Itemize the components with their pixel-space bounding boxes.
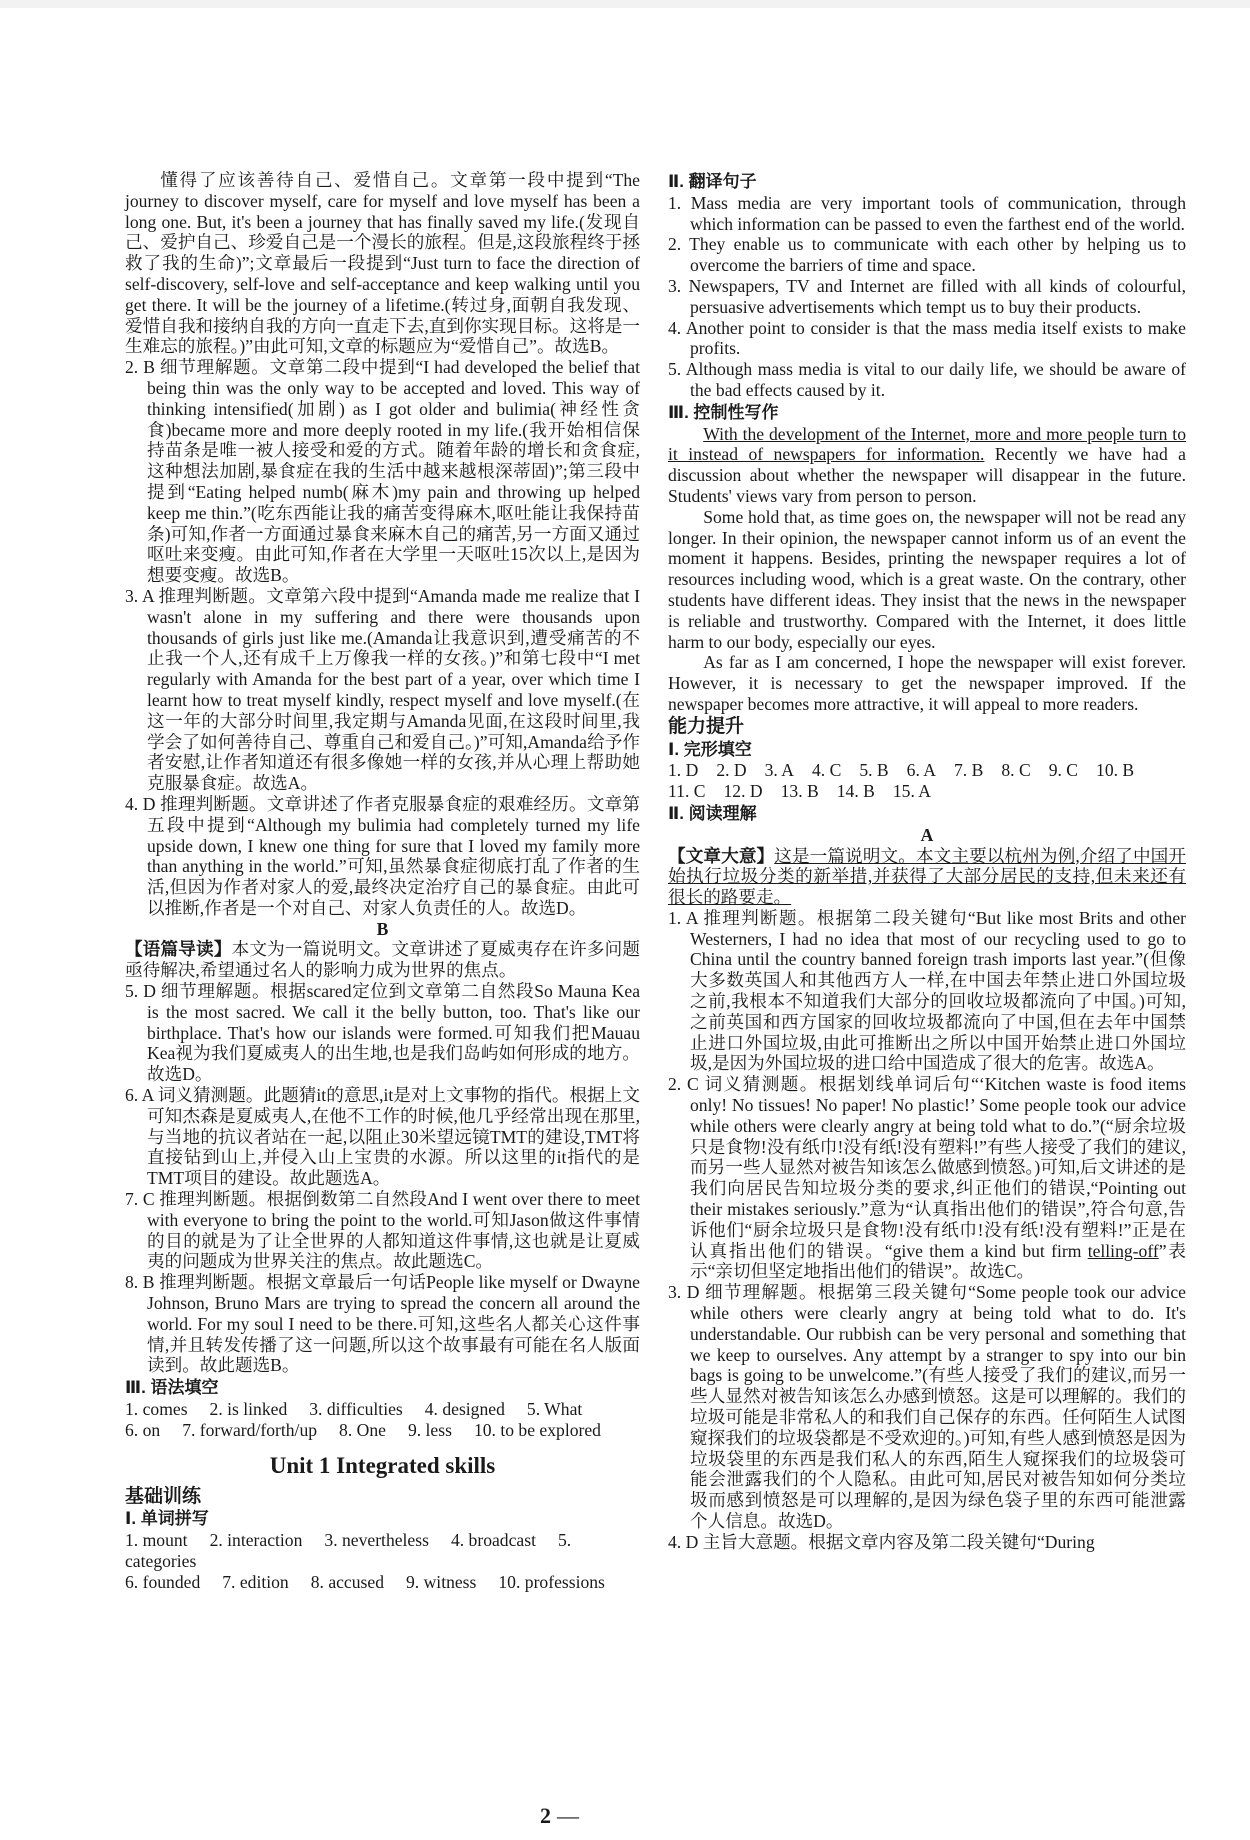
ability-title: 能力提升 — [668, 715, 745, 737]
word-answer: 8. accused — [310, 1571, 384, 1592]
reading-answer-4: 4. D 主旨大意题。根据文章内容及第二段关键句“During — [668, 1531, 1095, 1552]
essay-topic-sentence: With the development of the Internet, more and more people turn to it instead of newspapers for information. — [668, 423, 1186, 465]
cloze-answer: 10. B — [1096, 760, 1135, 781]
grammar-answer: 6. on — [125, 1419, 161, 1440]
word-answer: 4. broadcast — [450, 1530, 536, 1551]
reading-answer-2-text: 2. C 词义猜测题。根据划线单词后句“‘Kitchen waste is food items only! No tissues! No paper! No plastic!’ Some people took our advice while others were clearly angry at being told what to do.”(“厨余垃圾只是食物!没有纸巾!没有纸!没有塑料!”有些人接受了我们的建议,而另一些人显然对被告知该怎么做感到愤怒。)可知,后文讲述的是我们向居民告知垃圾分类的要求,纠正他们的错误,“Pointing out their mistakes seriously.”意为“认真指出他们的错误”,符合句意,告诉他们“厨余垃圾只是食物!没有纸巾!没有纸!没有塑料!”正是在认真指出他们的错误。“give them a kind but firm — [668, 1074, 1186, 1261]
word-answer: 7. edition — [222, 1571, 289, 1592]
cloze-answer: 3. A — [764, 760, 794, 781]
left-column — [125, 170, 640, 1593]
grammar-answer: 10. to be explored — [473, 1419, 601, 1440]
translation-4: 4. Another point to consider is that the mass media itself exists to make profits. — [668, 317, 1186, 359]
underlined-word: telling-off — [1087, 1240, 1159, 1261]
answer-8: 8. B 推理判断题。根据文章最后一句话People like myself or Dwayne Johnson, Bruno Mars are trying to spread the concern all around the world. For my soul I need to be there.可知,这些名人都关心这件事情,并且转发传播了这一问题,所以这个故事最有可能在名人版面读到。故此题选B。 — [125, 1272, 640, 1376]
cloze-title: Ⅰ. 完形填空 — [668, 739, 752, 759]
passage-a-main-idea — [668, 846, 1186, 908]
essay-paragraph-1 — [668, 424, 1186, 507]
answer-6: 6. A 词义猜测题。此题猜it的意思,it是对上文事物的指代。根据上文可知杰森是夏威夷人,在他不工作的时候,他几乎经常出现在那里,与当地的抗议者站在一起,以阻止30米望远镜TMT的建设,TMT将直接钻到山上,并侵入山上宝贵的水源。所以这里的it指代的是TMT项目的建设。故此题选A。 — [125, 1085, 640, 1189]
word-answer: 9. witness — [406, 1571, 477, 1592]
cloze-answer: 15. A — [892, 781, 932, 802]
grammar-answer: 5. What — [526, 1399, 583, 1420]
word-answers-row-2 — [125, 1572, 640, 1593]
cloze-answer: 1. D — [668, 760, 699, 781]
grammar-answer: 4. designed — [424, 1399, 505, 1420]
translation-1: 1. Mass media are very important tools of communication, through which information can be passed to even the farthest end of the world. — [668, 192, 1186, 234]
word-answer: 10. professions — [498, 1571, 605, 1592]
cloze-answer: 12. D — [723, 781, 763, 802]
essay-paragraph-3: As far as I am concerned, I hope the newspaper will exist forever. However, it is necessary to get the newspaper improved. If the newspaper becomes more attractive, it will appeal to more readers. — [668, 652, 1186, 714]
grammar-answer: 9. less — [407, 1419, 452, 1440]
essay-paragraph-2: Some hold that, as time goes on, the newspaper will not be read any longer. In their opinion, the newspaper cannot inform us of an event the moment it happens. Besides, printing the newspaper requires a lot of resources including wood, which is a great waste. On the contrary, other students have different ideas. They insist that the news in the newspaper is reliable and trustworthy. Compared with the Internet, it does little harm to our body, especially our eyes. — [668, 506, 1186, 652]
grammar-answers-row-1 — [125, 1399, 640, 1420]
translation-3: 3. Newspapers, TV and Internet are filled with all kinds of colourful, persuasive advertisements which tempt us to buy their products. — [668, 275, 1186, 317]
cloze-answers-row-2 — [668, 781, 1186, 802]
reading-answer-2-text-end: ”表示“亲切但坚定地指出他们的错误”。故选C。 — [690, 1240, 1187, 1282]
passage-a-heading: A — [920, 824, 934, 845]
grammar-section-title: Ⅲ. 语法填空 — [125, 1378, 219, 1398]
main-idea-label: 【文章大意】 — [668, 845, 775, 866]
answer-5: 5. D 细节理解题。根据scared定位到文章第二自然段So Mauna Kea is the most sacred. We call it the belly button, too. That's like our birthplace. That's how our islands were formed.可知我们把Mauau Kea视为我们夏威夷人的出生地,也是我们岛屿如何形成的地方。故选D。 — [125, 981, 640, 1085]
right-column — [668, 170, 1186, 1553]
answer-1-explanation: 懂得了应该善待自己、爱惜自己。文章第一段中提到“The journey to discover myself, care for myself and love myself has been a long one. But, it's been a journey that has finally saved my life.(发现自己、爱护自己、珍爱自己是一个漫长的旅程。但是,这段旅程终于拯救了我的生命)”;文章最后一段提到“Just turn to face the direction of self-discovery, self-love and self-acceptance and keep walking until you get there. It will be the journey of a lifetime.(转过身,面朝自我发现、爱惜自我和接纳自我的方向一直走下去,直到你实现目标。这将是一生难忘的旅程。)”由此可知,文章的标题应为“爱惜自己”。故选B。 — [125, 170, 640, 357]
cloze-answer: 6. A — [906, 760, 936, 781]
basic-training-title: 基础训练 — [125, 1485, 202, 1507]
translation-2: 2. They enable us to communicate with each other by helping us to overcome the barriers of time and space. — [668, 234, 1186, 276]
grammar-answers-row-2 — [125, 1420, 640, 1441]
answer-2: 2. B 细节理解题。文章第二段中提到“I had developed the belief that being thin was the only way to be accepted and loved. This way of thinking intensified(加剧) as I got older and bulimia(神经性贪食)became more and more deeply rooted in my life.(我开始相信保持苗条是唯一被人接受和爱的方式。随着年龄的增长和贪食症,这种想法加剧,暴食症在我的生活中越来越根深蒂固)”;第三段中提到“Eating helped numb(麻木)my pain and throwing up helped keep me thin.”(吃东西能让我的痛苦变得麻木,呕吐能让我保持苗条)可知,作者一方面通过暴食来麻木自己的痛苦,另一方面又通过呕吐来变瘦。由此可知,作者在大学里一天呕吐15次以上,是因为想要变瘦。故选B。 — [125, 357, 640, 586]
passage-b-heading: B — [376, 918, 389, 939]
cloze-answer: 4. C — [811, 760, 842, 781]
page-top-edge — [0, 0, 1250, 8]
page-number — [540, 1803, 579, 1829]
unit-title: Unit 1 Integrated skills — [269, 1452, 496, 1478]
word-answer: 3. nevertheless — [324, 1530, 429, 1551]
grammar-answer: 7. forward/forth/up — [182, 1419, 318, 1440]
word-answer: 6. founded — [125, 1571, 201, 1592]
word-answer: 2. interaction — [209, 1530, 303, 1551]
translation-5: 5. Although mass media is vital to our daily life, we should be aware of the bad effects caused by it. — [668, 359, 1186, 400]
cloze-answer: 2. D — [716, 760, 747, 781]
cloze-answer: 14. B — [836, 781, 875, 802]
cloze-answer: 8. C — [1001, 760, 1031, 781]
reading-answer-1: 1. A 推理判断题。根据第二段关键句“But like most Brits and other Westerners, I had no idea that most of our recycling used to go to China until the country banned foreign trash imports last year.”(但像大多数英国人和其他西方人一样,在中国去年禁止进口外国垃圾之前,我根本不知道我们大部分的回收垃圾都流向了中国。)可知,之前英国和西方国家的回收垃圾都流向了中国,但在去年中国禁止进口外国垃圾,由此可推断出之所以中国开始禁止进口外国垃圾,是因为外国垃圾的进口给中国造成了很大的危害。故选A。 — [668, 907, 1186, 1074]
cloze-answer: 5. B — [859, 760, 889, 781]
guide-text: 本文为一篇说明文。文章讲述了夏威夷存在许多问题亟待解决,希望通过名人的影响力成为世界的焦点。 — [125, 939, 640, 981]
grammar-answer: 2. is linked — [209, 1399, 288, 1420]
cloze-answer: 13. B — [780, 781, 819, 802]
guide-label: 【语篇导读】 — [125, 939, 232, 960]
word-spelling-title: Ⅰ. 单词拼写 — [125, 1509, 209, 1529]
answer-7: 7. C 推理判断题。根据倒数第二自然段And I went over there to meet with everyone to bring the point to the world.可知Jason做这件事情的目的就是为了让全世界的人都知道这件事情,这也就是让夏威夷的问题成为世界关注的焦点。故此题选C。 — [125, 1189, 640, 1272]
reading-title: Ⅱ. 阅读理解 — [668, 803, 757, 823]
word-answer: 1. mount — [125, 1530, 188, 1551]
translation-section-title: Ⅱ. 翻译句子 — [668, 172, 757, 191]
word-answer: 5. categories — [125, 1530, 572, 1571]
grammar-answer: 3. difficulties — [309, 1399, 403, 1420]
grammar-answer: 1. comes — [125, 1399, 188, 1420]
reading-answer-3: 3. D 细节理解题。根据第三段关键句“Some people took our advice while others were clearly angry at being told what to do. It's understandable. Our rubbish can be very personal and something that we keep to ourselves. Any attempt by a stranger to spy into our bin bags is going to be unwelcome.”(有些人接受了我们的建议,而另一些人显然对被告知该怎么办感到愤怒。这是可以理解的。我们的垃圾可能是非常私人的和我们自己保存的东西。任何陌生人试图窥探我们的垃圾袋都是不受欢迎的。)可知,有些人感到愤怒是因为垃圾袋里的东西是我们私人的东西,陌生人窥探我们的垃圾袋可能会泄露我们的个人隐私。由此可知,居民对被告知如何分类垃圾而感到愤怒是可以理解的,是因为绿色袋子里的东西可能泄露个人信息。故选D。 — [668, 1282, 1186, 1531]
cloze-answer: 9. C — [1048, 760, 1079, 781]
passage-b-guide — [125, 939, 640, 981]
answer-4: 4. D 推理判断题。文章讲述了作者克服暴食症的艰难经历。文章第五段中提到“Although my bulimia had completely turned my life upside down, I knew one thing for sure that I loved my family more than anything in the world.”可知,虽然暴食症彻底打乱了作者的生活,但因为作者对家人的爱,最终决定治疗自己的暴食症。由此可以推断,作者是一个对自己、对家人负责任的人。故选D。 — [125, 793, 640, 918]
main-idea-text: 这是一篇说明文。本文主要以杭州为例,介绍了中国开始执行垃圾分类的新举措,并获得了大部分居民的支持,但未来还有很长的路要走。 — [668, 845, 1186, 908]
reading-answer-2 — [668, 1074, 1186, 1282]
word-answers-row-1 — [125, 1530, 640, 1572]
cloze-answer: 7. B — [954, 760, 984, 781]
answer-3: 3. A 推理判断题。文章第六段中提到“Amanda made me realize that I wasn't alone in my suffering and there were thousands upon thousands of girls just like me.(Amanda让我意识到,遭受痛苦的不止我一个人,还有成千上万像我一样的女孩。)”和第七段中“I met regularly with Amanda for the best part of a year, over which time I learnt how to treat myself kindly, respect myself and love myself.(在这一年的大部分时间里,我定期与Amanda见面,在这段时间里,我学会了如何善待自己、尊重自己和爱自己。)”可知,Amanda给予作者安慰,让作者知道还有很多像她一样的女孩,并从心理上帮助她克服暴食症。故选A。 — [125, 585, 640, 794]
cloze-answer: 11. C — [668, 781, 706, 802]
page-number-dash: — — [557, 1803, 579, 1828]
cloze-answers-row-1 — [668, 760, 1186, 781]
writing-section-title: Ⅲ. 控制性写作 — [668, 402, 779, 422]
page-number-value: 2 — [540, 1803, 551, 1828]
essay-p1-text: Recently we have had a discussion about whether the newspaper will disappear in the future. Students' views vary from person to person. — [668, 444, 1186, 506]
grammar-answer: 8. One — [339, 1419, 386, 1440]
